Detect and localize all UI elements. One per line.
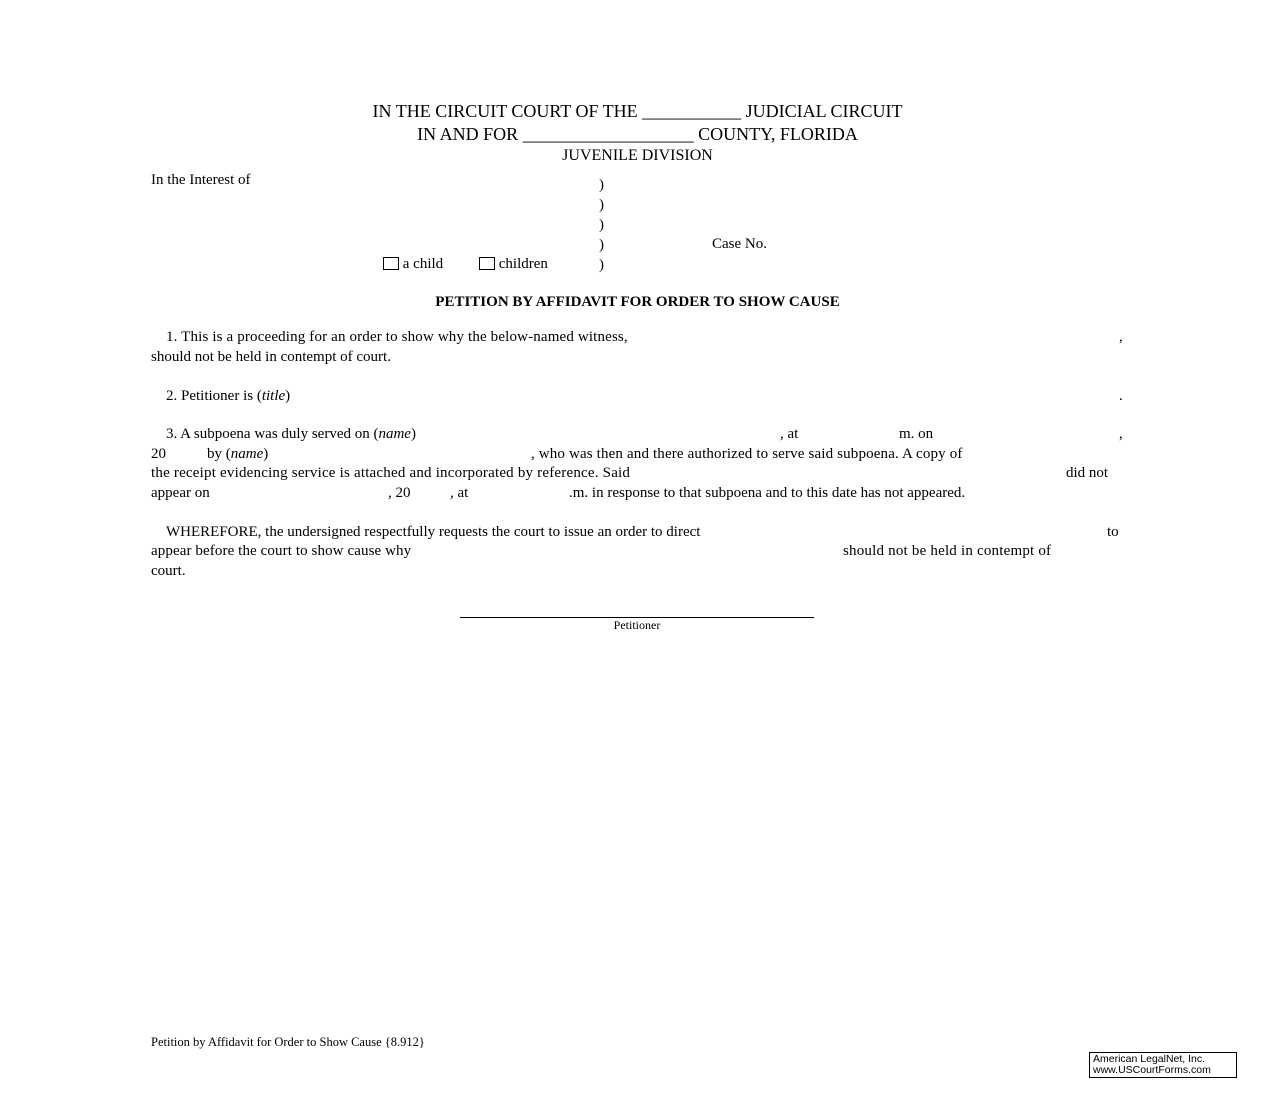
para2-text: 2. Petitioner is (title) [166,388,291,404]
caption-paren: ) [599,177,604,193]
caption-paren: ) [599,257,604,273]
wherefore-line2-start: appear before the court to show cause why [151,543,412,559]
court-header-line2: IN AND FOR ___________________ COUNTY, FLORIDA [417,124,858,144]
para1-line2: should not be held in contempt of court. [151,349,391,365]
publisher-url[interactable]: www.USCourtForms.com [1093,1064,1211,1076]
children-checkbox[interactable] [479,257,495,270]
document-title: PETITION BY AFFIDAVIT FOR ORDER TO SHOW CAUSE [435,294,840,310]
child-label: a child [402,256,444,272]
para3-line1-start: 3. A subpoena was duly served on (name) [166,426,416,442]
form-name: Petition by Affidavit for Order to Show Cause {8.912} [151,1035,425,1049]
para3-line4-end: .m. in response to that subpoena and to this date has not appeared. [569,485,966,501]
wherefore-line3: court. [151,563,186,579]
para1-comma: , [1119,329,1123,345]
para1-text: 1. This is a proceeding for an order to show why the below-named witness, [166,329,628,345]
publisher-logo [1089,1052,1237,1078]
para3-line2-end: , who was then and there authorized to serve said subpoena. A copy of [531,446,963,462]
para3-did-not: did not [1066,465,1109,481]
para3-comma: , [1119,426,1123,442]
wherefore-line1: WHEREFORE, the undersigned respectfully requests the court to issue an order to direct [166,524,701,540]
court-header-line1: IN THE CIRCUIT COURT OF THE ___________ JUDICIAL CIRCUIT [372,101,903,121]
children-option [479,256,548,273]
children-label: children [498,256,548,272]
caption-paren: ) [599,237,604,253]
para3-at2: , at [450,485,469,501]
para3-year: , 20 [388,485,411,501]
in-the-interest-of-label: In the Interest of [151,172,251,188]
child-checkbox[interactable] [383,257,399,270]
caption-paren: ) [599,217,604,233]
publisher-name: American LegalNet, Inc. [1093,1053,1206,1065]
signature-label: Petitioner [613,618,661,632]
case-number-label: Case No. [712,236,767,252]
wherefore-line2-end: should not be held in contempt of [843,543,1052,559]
para3-year-prefix: 20 [151,446,166,462]
court-division: JUVENILE DIVISION [562,147,713,164]
para3-at: , at [780,426,799,442]
para2-period: . [1119,388,1123,404]
para3-appear-on: appear on [151,485,210,501]
para3-line3: the receipt evidencing service is attached and incorporated by reference. Said [151,465,631,481]
caption-paren: ) [599,197,604,213]
wherefore-to: to [1107,524,1119,540]
para3-by-name: by (name) [207,446,269,462]
child-option [383,256,443,273]
para3-m-on: m. on [899,426,934,442]
